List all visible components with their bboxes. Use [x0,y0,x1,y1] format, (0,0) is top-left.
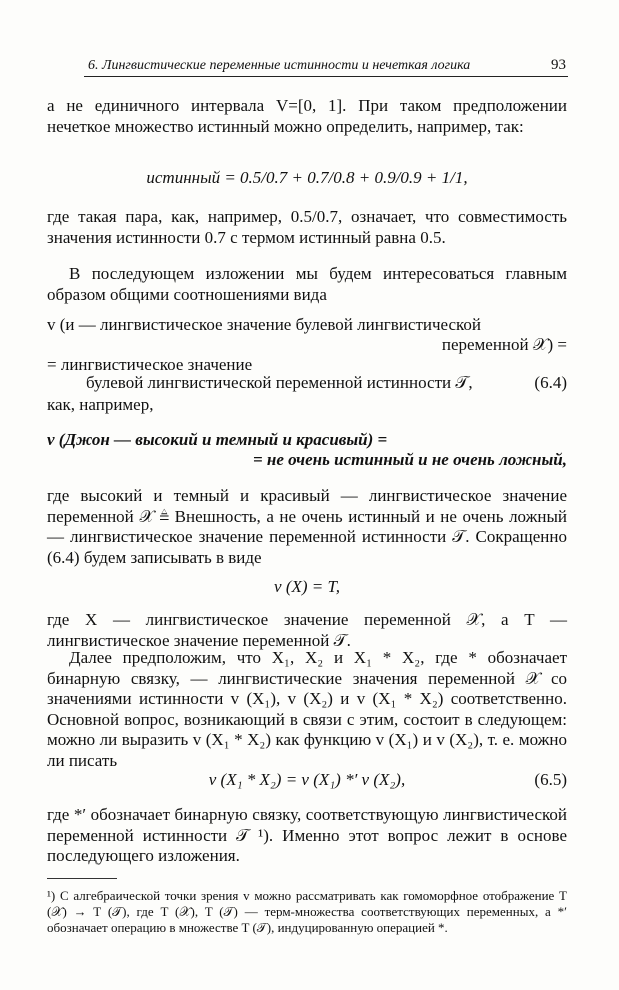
footnote: ¹) С алгебраической точки зрения v можно рассматривать как гомоморфное отображение T (𝒳) → T (𝒯), где T (𝒳), T (𝒯) — терм-множества соответствующих переменных, а *′ обозначает операцию в множестве T (𝒯), индуцированную операцией *. [47,888,567,935]
footnote-rule [47,878,117,879]
paragraph-pair-explanation: где такая пара, как, например, 0.5/0.7, означает, что совместимость значения истинности 0.7 с термом истинный равна 0.5. [47,207,567,247]
page-number: 93 [551,57,566,73]
paragraph-main-question: Далее предположим, что X₁, X₂ и X₁ * X₂, где * обозначает бинарную связку, — лингвистические значения переменной 𝒳 со значениями истинности v (X₁), v (X₂) и v (X₁ * X₂) соответственно. Основной вопрос, возникающий в связи с этим, состоит в следующем: можно ли выразить v (X₁ * X₂) как функцию v (X₁) и v (X₂), т. е. можно ли писать [47,648,567,770]
eq65-number: (6.5) [534,770,567,789]
paragraph-relations: В последующем изложении мы будем интересоваться главным образом общими соотношениями вида [47,264,567,304]
example-line1: v (Джон — высокий и темный и красивый) = [47,430,388,449]
paragraph-intro: а не единичного интервала V=[0, 1]. При таком предположении нечеткое множество истинный можно определить, например, так: [47,96,567,136]
eq64-line1: v (и — лингвистическое значение булевой лингвистической [47,315,482,334]
eq65-formula: v (X₁ * X₂) = v (X₁) *′ v (X₂), [208,770,406,789]
eq64-line4: булевой лингвистической переменной истинности 𝒯, [86,373,473,392]
running-title: 6. Лингвистические переменные истинности и нечеткая логика [88,58,471,73]
eq64-line3: = лингвистическое значение [47,355,253,374]
paragraph-binary-connective: где *′ обозначает бинарную связку, соответствующую лингвистической переменной истинности 𝒯 ¹). Именно этот вопрос лежит в основе последующего изложения. [47,805,567,865]
formula-true-set: истинный = 0.5/0.7 + 0.7/0.8 + 0.9/0.9 + 1/1, [146,168,468,187]
header-rule [84,76,568,77]
paragraph-where-x: где X — лингвистическое значение переменной 𝒳, а T — лингвистическое значение переменной 𝒯. [47,610,567,650]
paragraph-for-example: как, например, [47,395,154,414]
eq64-line2: переменной 𝒳) = [441,335,567,354]
eq64-number: (6.4) [534,373,567,392]
paragraph-where-tall: где высокий и темный и красивый — лингвистическое значение переменной 𝒳 ≜ Внешность, а не очень истинный и не очень ложный — лингвистическое значение переменной истинности 𝒯. Сокращенно (6.4) будем записывать в виде [47,486,567,567]
running-header [88,57,566,74]
example-line2: = не очень истинный и не очень ложный, [252,450,567,469]
formula-v-x: v (X) = T, [274,577,340,596]
